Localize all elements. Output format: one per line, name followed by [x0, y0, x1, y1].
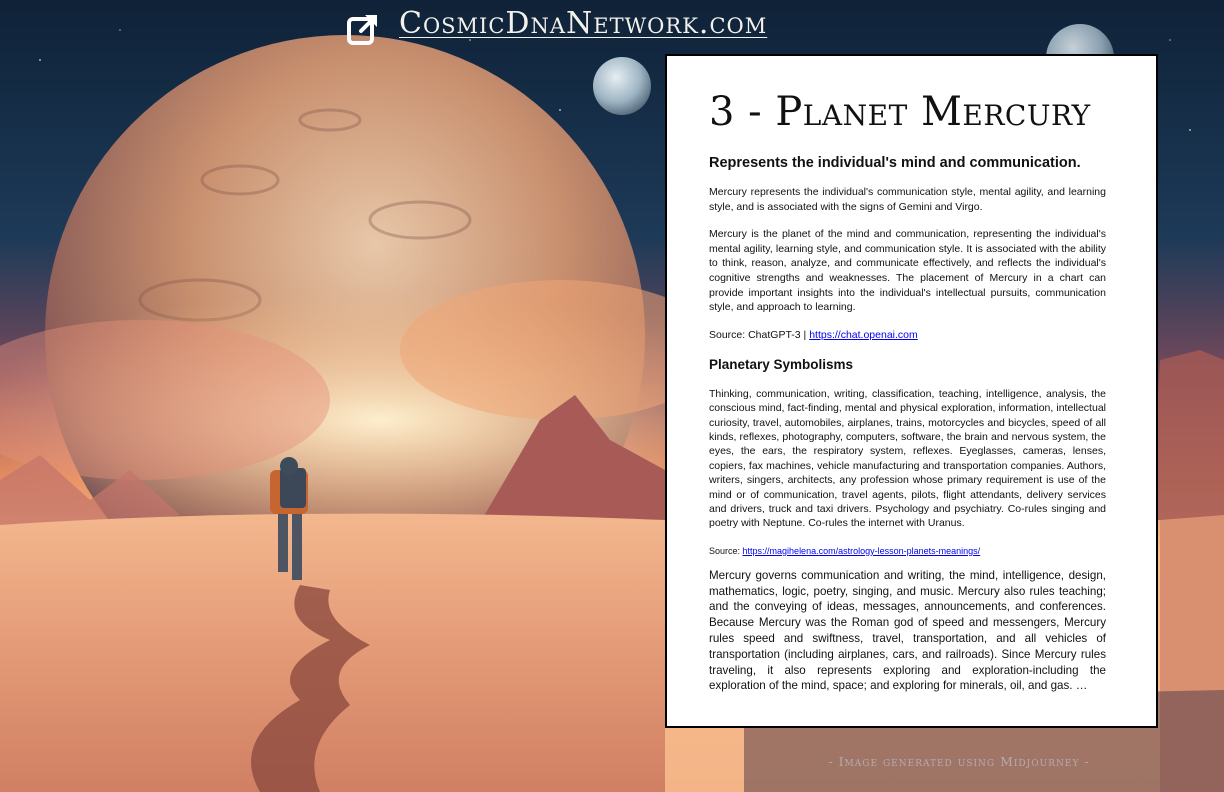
- source-magihelena-prefix: Source:: [709, 545, 743, 556]
- site-header: [0, 0, 1224, 54]
- source-chatgpt: [709, 328, 1106, 342]
- symbolisms-heading: Planetary Symbolisms: [709, 356, 854, 372]
- image-caption-text: - Image generated using Midjourney -: [828, 754, 1090, 769]
- image-caption: [744, 752, 1224, 792]
- governs-paragraph: Mercury governs communication and writing, the mind, intelligence, design, mathematics, logic, poetry, singing, and music. Mercury also rules teaching; and the conveying of ideas, messages, announcements, and conferences. Because Mercury was the Roman god of speed and messengers, Mercury rules speed and swiftness, travel, transportation, and all vehicles of transportation (including airplanes, cars, and railroads). Since Mercury rules traveling, it also represents exploring and exploration-including the exploration of the mind, space; and exploring for minerals, oil, and gas. …: [709, 568, 1106, 693]
- site-title-link[interactable]: CosmicDnaNetwork.com: [399, 6, 768, 41]
- external-link-icon[interactable]: [346, 12, 380, 46]
- intro-paragraph: Mercury represents the individual's communication style, mental agility, and learning style, and is associated with the signs of Gemini and Virgo.: [709, 186, 1106, 213]
- source-chatgpt-prefix: Source: ChatGPT-3 |: [709, 328, 810, 341]
- body-paragraph: Mercury is the planet of the mind and communication, representing the individual's mental agility, learning style, and communication style. It is associated with the ability to think, reason, analyze, and communicate effectively, and reflects the individual's cognitive strengths and weaknesses. The placement of Mercury in a chart can provide important insights into the individual's intellectual pursuits, communication style, and approach to learning.: [709, 228, 1106, 314]
- source-chatgpt-link[interactable]: https://chat.openai.com: [809, 328, 918, 341]
- planet-card: [665, 54, 1158, 728]
- source-magihelena-link[interactable]: https://magihelena.com/astrology-lesson-planets-meanings/: [742, 545, 981, 556]
- source-magihelena: [709, 545, 1106, 557]
- symbolisms-paragraph: Thinking, communication, writing, classification, teaching, intelligence, analysis, the conscious mind, fact-finding, mental and physical exploration, information, intellectual curiosity, travel, automobiles, airplanes, trains, motorcycles and bicycles, speed of all kinds, reflexes, photography, computers, software, the brain and nervous system, the eyes, the ears, the respiratory system, reflexes. Eyeglasses, cameras, lenses, copiers, fax machines, vehicle manufacturing and transportation companies. Authors, writers, singers, architects, any profession whose primary requirement is use of the mind or of communication, travel agents, pilots, flight attendants, delivery services and drivers, truck and taxi drivers. Psychology and psychiatry. Co-rules singing and poetry with Neptune. Co-rules the internet with Uranus.: [709, 387, 1106, 530]
- card-title: 3 - Planet Mercury: [709, 89, 1091, 135]
- card-subtitle: Represents the individual's mind and communication.: [709, 155, 1081, 171]
